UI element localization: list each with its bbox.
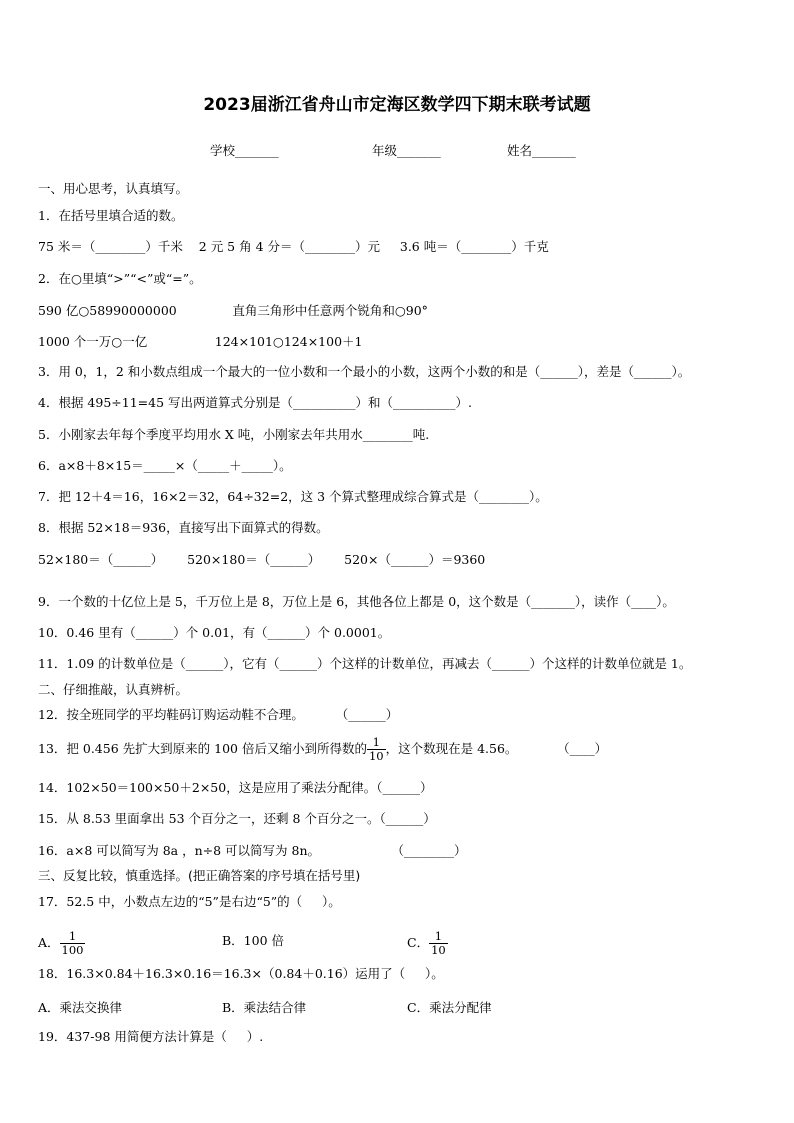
option-17-a-label: A． [38,935,60,950]
question-13 [38,736,607,763]
question-15: 15．从 8.53 里面拿出 53 个百分之一，还剩 8 个百分之一。（______） [38,811,436,826]
question-2-row-2: 1000 个一万○一亿 124×101○124×100＋1 [38,334,363,349]
question-1-items: 75 米＝（________）千米 2 元 5 角 4 分＝（________）元 3.6 吨＝（________）千克 [38,239,549,254]
question-6: 6．a×8＋8×15＝_____×（_____＋_____）。 [38,458,292,473]
fraction-denominator: 100 [61,943,84,957]
question-8: 8．根据 52×18＝936，直接写出下面算式的得数。 [38,520,329,535]
option-17-a [38,930,85,957]
question-10: 10．0.46 里有（______）个 0.01，有（______）个 0.0001。 [38,625,391,640]
name-field: 姓名_______ [507,143,576,158]
option-18-b: B．乘法结合律 [222,1000,307,1015]
question-18: 18．16.3×0.84＋16.3×0.16＝16.3×（0.84＋0.16）运用了（ ）。 [38,966,444,981]
fraction-numerator: 1 [434,929,443,943]
option-17-c [407,930,448,957]
question-7: 7．把 12＋4＝16，16×2＝32，64÷32=2，这 3 个算式整理成综合算式是（________）。 [38,489,548,504]
question-3: 3．用 0，1，2 和小数点组成一个最大的一位小数和一个最小的小数，这两个小数的和是（______），差是（______）。 [38,364,691,379]
fraction-numerator: 1 [68,929,77,943]
section-1-heading: 一、用心思考，认真填写。 [38,181,189,196]
fraction-one-hundredth [60,930,86,957]
question-13-text-end: ，这个数现在是 4.56。 （____） [385,741,608,756]
option-17-b: B．100 倍 [222,933,285,948]
question-2: 2．在○里填“>”“<”或“=”。 [38,271,202,286]
page-title: 2023届浙江省舟山市定海区数学四下期末联考试题 [203,95,591,115]
fraction-one-tenth [367,736,386,763]
fraction-denominator: 10 [431,943,446,957]
fraction-one-tenth [429,930,448,957]
question-11: 11．1.09 的计数单位是（______），它有（______）个这样的计数单位，再减去（______）个这样的计数单位就是 1。 [38,656,692,671]
question-12: 12．按全班同学的平均鞋码订购运动鞋不合理。 （______） [38,707,399,722]
section-3-heading: 三、反复比较，慎重选择。(把正确答案的序号填在括号里) [38,868,361,883]
question-9: 9．一个数的十亿位上是 5，千万位上是 8，万位上是 6，其他各位上都是 0，这个数是（_______），读作（____）。 [38,594,675,609]
question-19: 19．437-98 用简便方法计算是（ ）. [38,1029,264,1044]
fraction-numerator: 1 [372,735,380,749]
question-8-items: 52×180＝（______） 520×180＝（______） 520×（______）＝9360 [38,552,486,567]
question-4: 4．根据 495÷11=45 写出两道算式分别是（__________）和（__________）. [38,395,472,410]
grade-field: 年级_______ [372,143,441,158]
question-1: 1．在括号里填合适的数。 [38,208,184,223]
school-field: 学校_______ [210,143,279,158]
option-18-c: C．乘法分配律 [407,1000,492,1015]
option-18-a: A．乘法交换律 [38,1000,123,1015]
question-17: 17．52.5 中，小数点左边的“5”是右边“5”的（ ）。 [38,894,341,909]
question-5: 5．小刚家去年每个季度平均用水 X 吨，小刚家去年共用水________吨. [38,427,430,442]
option-17-c-label: C． [407,935,430,950]
question-13-text: 13．把 0.456 先扩大到原来的 100 倍后又缩小到所得数的 [38,741,367,756]
question-16: 16．a×8 可以简写为 8a ，n÷8 可以简写为 8n。 （________） [38,843,467,858]
section-2-heading: 二、仔细推敲，认真辨析。 [38,682,189,697]
fraction-denominator: 10 [368,749,384,763]
question-14: 14．102×50＝100×50＋2×50，这是应用了乘法分配律。（______） [38,780,433,795]
question-2-row-1: 590 亿○58990000000 直角三角形中任意两个锐角和○90° [38,303,428,318]
